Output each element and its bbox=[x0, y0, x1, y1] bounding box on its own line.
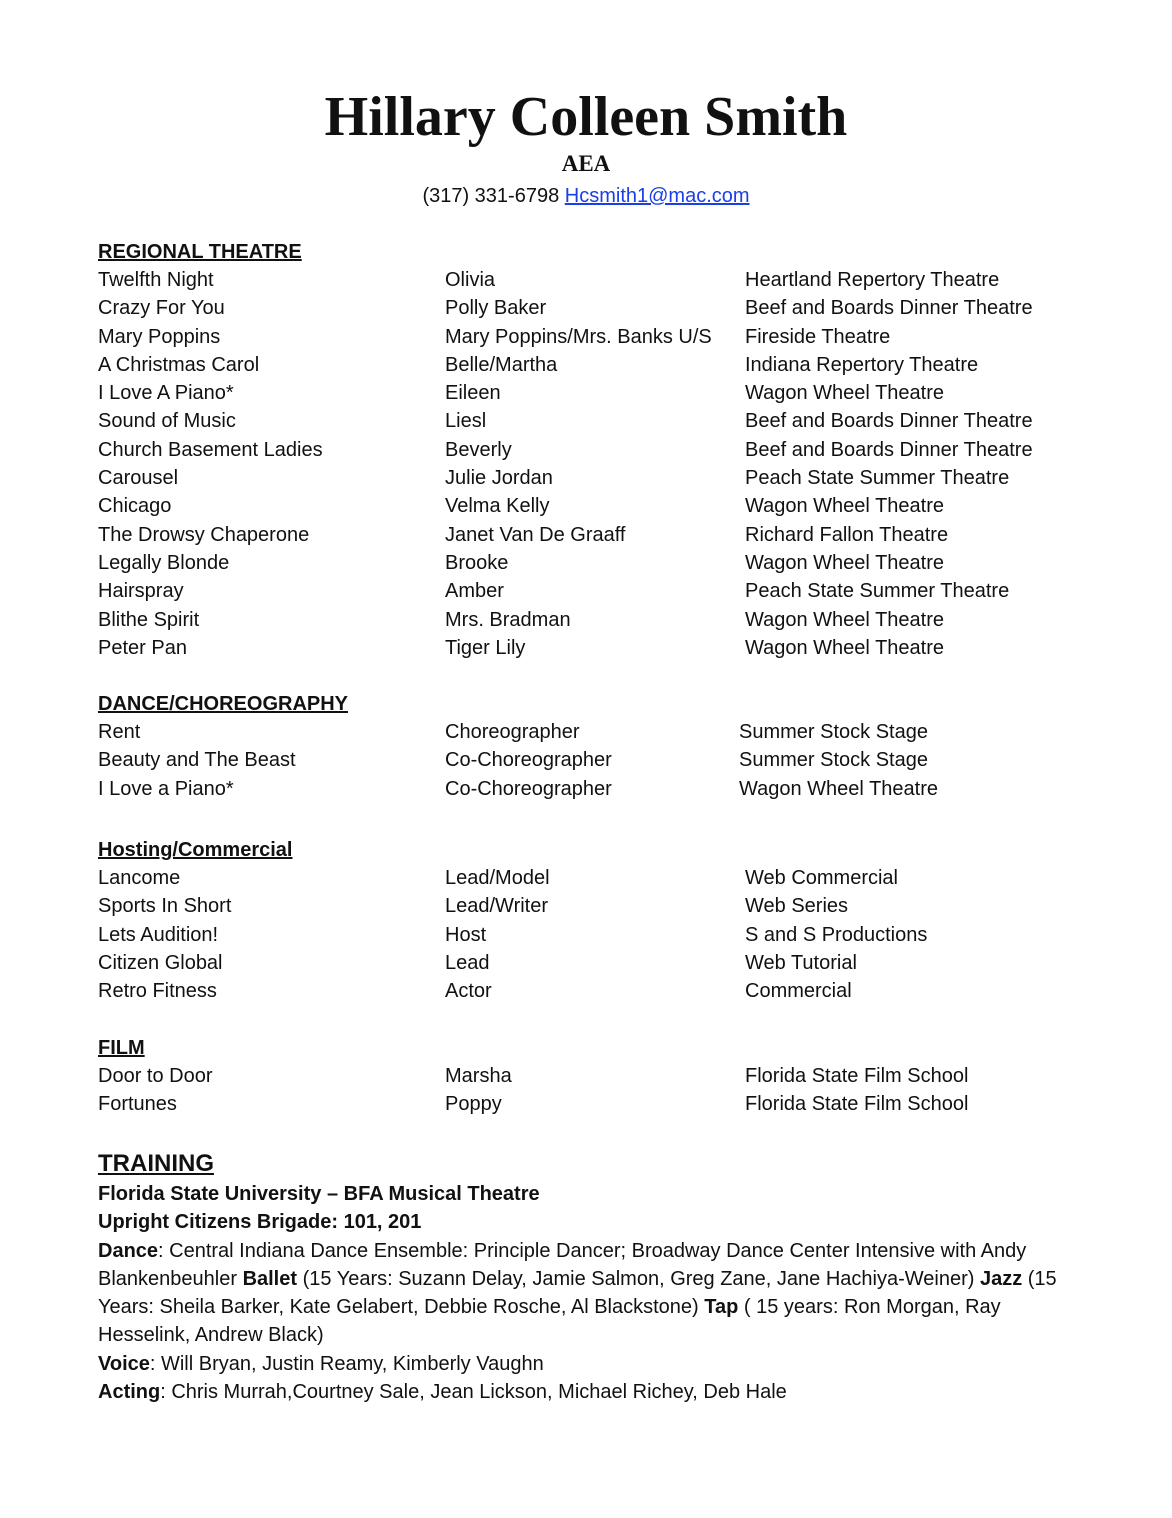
credit-venue: Beef and Boards Dinner Theatre bbox=[745, 438, 1033, 461]
credit-venue: Summer Stock Stage bbox=[739, 749, 928, 772]
credit-venue: Peach State Summer Theatre bbox=[745, 467, 1010, 490]
credit-title: Carousel bbox=[98, 467, 179, 490]
training-section bbox=[98, 1148, 1078, 1406]
credit-row bbox=[98, 351, 1078, 379]
credit-venue: Web Series bbox=[745, 895, 849, 918]
credit-title: Lancome bbox=[98, 867, 181, 889]
voice-text: : Will Bryan, Justin Reamy, Kimberly Vaughn bbox=[149, 1352, 544, 1375]
credit-row bbox=[98, 1090, 1078, 1118]
hosting-commercial-section bbox=[98, 836, 1078, 1005]
credit-row bbox=[98, 323, 1078, 351]
credit-row bbox=[98, 464, 1078, 492]
regional-theatre-section bbox=[98, 238, 1078, 662]
credit-row bbox=[98, 864, 1078, 892]
credit-title: Twelfth Night bbox=[98, 269, 214, 291]
credit-venue: Fireside Theatre bbox=[745, 325, 891, 348]
credit-title: Legally Blonde bbox=[98, 551, 230, 574]
credit-row bbox=[98, 549, 1078, 577]
jazz-text: (15 Years: Sheila Barker, Kate Gelabert, Debbie Rosche, Al Blackstone) bbox=[98, 1267, 1057, 1319]
dance-text: : Central Indiana Dance Ensemble: Principle Dancer; Broadway Dance Center Intensive with Andy Blankenbeuhler bbox=[98, 1239, 1027, 1290]
credits-list bbox=[98, 266, 1078, 662]
credit-title: Peter Pan bbox=[98, 636, 187, 659]
credit-role: Liesl bbox=[445, 410, 487, 433]
credit-title: Church Basement Ladies bbox=[98, 438, 323, 461]
credit-role: Tiger Lily bbox=[445, 636, 526, 659]
credit-role: Mrs. Bradman bbox=[445, 608, 571, 631]
credit-title: Beauty and The Beast bbox=[98, 749, 296, 772]
credit-row bbox=[98, 436, 1078, 464]
credit-venue: Wagon Wheel Theatre bbox=[745, 551, 944, 574]
credit-venue: Web Tutorial bbox=[745, 951, 857, 974]
credit-row bbox=[98, 634, 1078, 662]
credit-role: Host bbox=[445, 923, 487, 946]
credit-role: Poppy bbox=[445, 1093, 502, 1116]
credit-role: Brooke bbox=[445, 551, 509, 574]
credit-title: The Drowsy Chaperone bbox=[98, 523, 310, 546]
credit-title: Blithe Spirit bbox=[98, 608, 200, 631]
contact-line bbox=[0, 182, 1172, 210]
credits-list bbox=[98, 864, 1078, 1005]
credit-role: Janet Van De Graaff bbox=[445, 523, 626, 546]
credit-title: Lets Audition! bbox=[98, 923, 219, 946]
credit-role: Mary Poppins/Mrs. Banks U/S bbox=[445, 325, 712, 348]
credit-role: Beverly bbox=[445, 438, 512, 461]
training-school: Florida State University – BFA Musical Theatre bbox=[98, 1183, 540, 1205]
credit-role: Lead bbox=[445, 951, 490, 974]
credit-title: Rent bbox=[98, 721, 141, 743]
credit-role: Lead/Model bbox=[445, 867, 550, 889]
credit-venue: Heartland Repertory Theatre bbox=[745, 269, 1000, 291]
dance-label: Dance bbox=[98, 1239, 159, 1262]
credit-role: Velma Kelly bbox=[445, 495, 550, 518]
credit-venue: Beef and Boards Dinner Theatre bbox=[745, 410, 1033, 433]
credit-title: Hairspray bbox=[98, 580, 184, 603]
credit-role: Lead/Writer bbox=[445, 895, 549, 918]
credit-title: A Christmas Carol bbox=[98, 353, 260, 376]
credit-title: Sound of Music bbox=[98, 410, 236, 433]
credit-role: Co-Choreographer bbox=[445, 749, 612, 772]
credit-role: Co-Choreographer bbox=[445, 777, 612, 800]
credit-row bbox=[98, 746, 1078, 774]
acting-text: : Chris Murrah,Courtney Sale, Jean Lickson, Michael Richey, Deb Hale bbox=[160, 1381, 787, 1404]
credit-venue: Commercial bbox=[745, 980, 852, 1003]
credit-venue: Richard Fallon Theatre bbox=[745, 523, 949, 546]
credit-venue: S and S Productions bbox=[745, 923, 928, 946]
credits-list bbox=[98, 718, 1078, 803]
credit-row bbox=[98, 379, 1078, 407]
union-affiliation: AEA bbox=[561, 151, 611, 176]
credit-row bbox=[98, 949, 1078, 977]
credit-title: Sports In Short bbox=[98, 895, 232, 918]
credits-list bbox=[98, 1062, 1078, 1119]
credit-row bbox=[98, 407, 1078, 435]
credit-venue: Peach State Summer Theatre bbox=[745, 580, 1010, 603]
credit-role: Olivia bbox=[445, 269, 496, 291]
ballet-label: Ballet bbox=[242, 1267, 298, 1290]
credit-venue: Indiana Repertory Theatre bbox=[745, 353, 979, 376]
dance-choreography-section bbox=[98, 690, 1078, 803]
credit-venue: Wagon Wheel Theatre bbox=[745, 608, 944, 631]
jazz-label: Jazz bbox=[979, 1267, 1023, 1290]
credit-venue: Wagon Wheel Theatre bbox=[739, 777, 938, 800]
training-ucb: Upright Citizens Brigade: 101, 201 bbox=[98, 1211, 422, 1234]
section-title: REGIONAL THEATRE bbox=[98, 241, 302, 263]
tap-label: Tap bbox=[704, 1296, 739, 1319]
credit-row bbox=[98, 294, 1078, 322]
credit-row bbox=[98, 977, 1078, 1005]
film-section bbox=[98, 1034, 1078, 1119]
credit-role: Julie Jordan bbox=[445, 467, 553, 490]
acting-label: Acting bbox=[98, 1381, 161, 1404]
credit-venue: Florida State Film School bbox=[745, 1093, 969, 1116]
voice-label: Voice bbox=[98, 1352, 150, 1375]
credit-row bbox=[98, 1062, 1078, 1090]
section-title: FILM bbox=[98, 1037, 145, 1059]
credit-venue: Florida State Film School bbox=[745, 1065, 969, 1087]
ballet-text: (15 Years: Suzann Delay, Jamie Salmon, Greg Zane, Jane Hachiya-Weiner) bbox=[297, 1267, 980, 1290]
email-link[interactable]: Hcsmith1@mac.com bbox=[564, 185, 750, 207]
credit-row bbox=[98, 718, 1078, 746]
credit-row bbox=[98, 606, 1078, 634]
phone-number: (317) 331-6798 bbox=[422, 185, 560, 207]
section-title: Hosting/Commercial bbox=[98, 839, 293, 861]
credit-row bbox=[98, 266, 1078, 294]
credit-venue: Wagon Wheel Theatre bbox=[745, 495, 944, 518]
credit-row bbox=[98, 492, 1078, 520]
credit-title: Citizen Global bbox=[98, 951, 223, 974]
credit-venue: Summer Stock Stage bbox=[739, 721, 928, 743]
training-title: TRAINING bbox=[98, 1150, 214, 1177]
training-acting bbox=[98, 1378, 1078, 1406]
tap-text: ( 15 years: Ron Morgan, Ray Hesselink, Andrew Black) bbox=[98, 1296, 1001, 1347]
section-title: DANCE/CHOREOGRAPHY bbox=[98, 693, 349, 715]
credit-row bbox=[98, 521, 1078, 549]
credit-title: Chicago bbox=[98, 495, 172, 518]
credit-row bbox=[98, 921, 1078, 949]
credit-role: Actor bbox=[445, 980, 492, 1003]
credit-title: I Love a Piano* bbox=[98, 777, 234, 800]
credit-role: Marsha bbox=[445, 1065, 512, 1087]
credit-title: I Love A Piano* bbox=[98, 382, 234, 405]
credit-venue: Wagon Wheel Theatre bbox=[745, 636, 944, 659]
credit-venue: Web Commercial bbox=[745, 867, 898, 889]
credit-venue: Beef and Boards Dinner Theatre bbox=[745, 297, 1033, 320]
credit-title: Mary Poppins bbox=[98, 325, 221, 348]
credit-venue: Wagon Wheel Theatre bbox=[745, 382, 944, 405]
credit-role: Choreographer bbox=[445, 721, 580, 743]
credit-role: Amber bbox=[445, 580, 504, 603]
credit-title: Retro Fitness bbox=[98, 980, 217, 1003]
credit-role: Polly Baker bbox=[445, 297, 547, 320]
credit-role: Eileen bbox=[445, 382, 501, 405]
credit-row bbox=[98, 577, 1078, 605]
credit-title: Fortunes bbox=[98, 1093, 177, 1116]
training-voice bbox=[98, 1350, 1078, 1378]
credit-role: Belle/Martha bbox=[445, 353, 558, 376]
resume-name: Hillary Colleen Smith bbox=[324, 86, 848, 148]
training-dance bbox=[98, 1237, 1078, 1350]
credit-row bbox=[98, 892, 1078, 920]
credit-row bbox=[98, 775, 1078, 803]
credit-title: Door to Door bbox=[98, 1065, 213, 1087]
credit-title: Crazy For You bbox=[98, 297, 225, 320]
